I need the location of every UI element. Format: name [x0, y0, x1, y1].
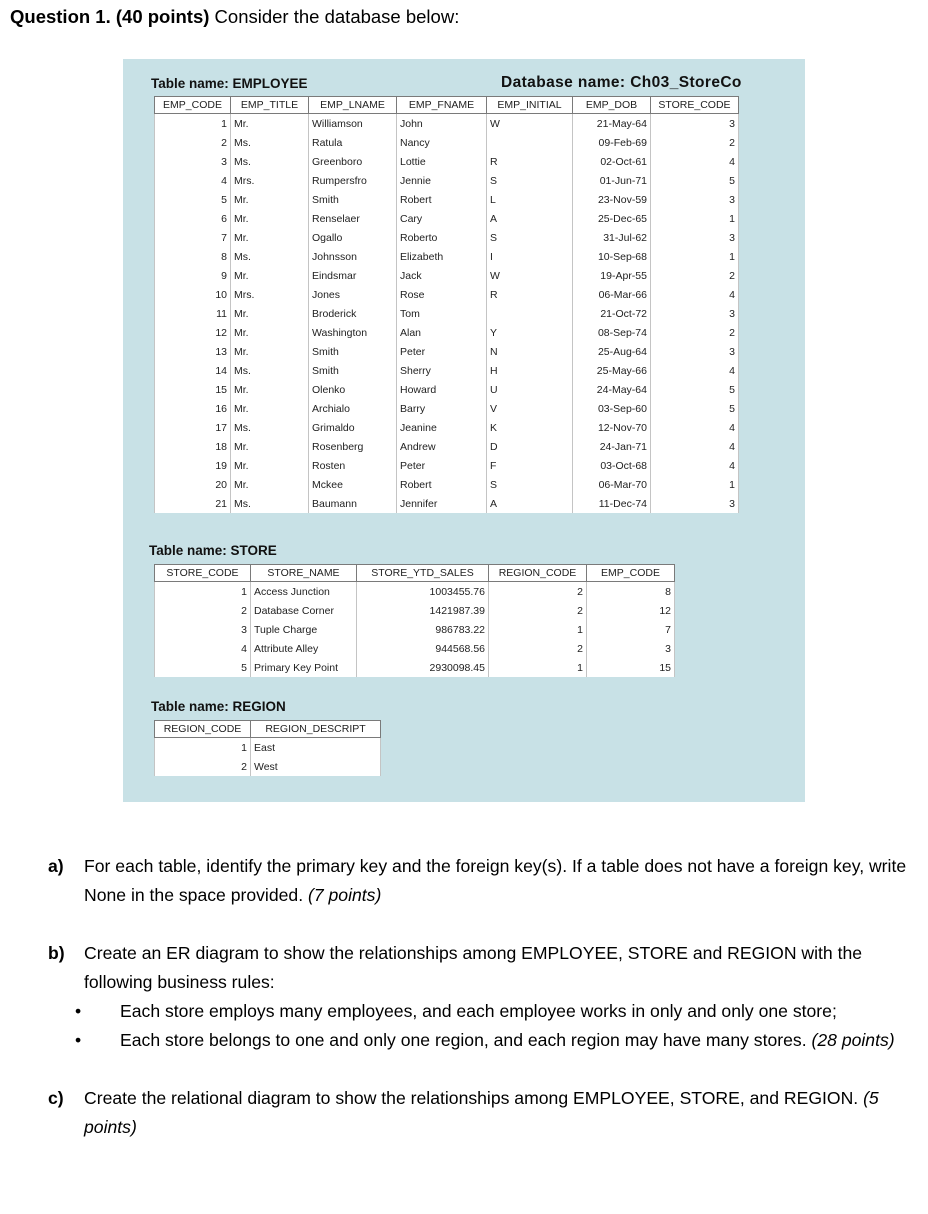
table-cell: R [487, 152, 573, 171]
table-cell: 1 [489, 658, 587, 677]
table-cell: Mckee [309, 475, 397, 494]
table-cell: Alan [397, 323, 487, 342]
table-cell: Ms. [231, 361, 309, 380]
table-row [155, 171, 739, 190]
table-cell: 4 [155, 639, 251, 658]
column-header: REGION_CODE [155, 721, 251, 738]
table-cell: 9 [155, 266, 231, 285]
table-cell: 2 [155, 133, 231, 152]
table-cell: 12-Nov-70 [573, 418, 651, 437]
table-cell: 15 [155, 380, 231, 399]
table-row [155, 757, 381, 776]
table-cell: Ms. [231, 133, 309, 152]
table-cell: 21-May-64 [573, 114, 651, 134]
table-cell: 3 [651, 190, 739, 209]
table-cell: Mr. [231, 304, 309, 323]
table-cell: 13 [155, 342, 231, 361]
table-row [155, 209, 739, 228]
table-cell: Mr. [231, 437, 309, 456]
table-row [155, 399, 739, 418]
table-cell: 25-May-66 [573, 361, 651, 380]
part-c-text: Create the relational diagram to show the relationships among EMPLOYEE, STORE, and REGION. [84, 1088, 859, 1108]
table-row [155, 620, 675, 639]
table-row [155, 152, 739, 171]
table-row [155, 582, 675, 602]
table-cell: Rosenberg [309, 437, 397, 456]
table-cell: 2 [489, 582, 587, 602]
table-row [155, 304, 739, 323]
table-cell: 10-Sep-68 [573, 247, 651, 266]
table-cell: 12 [587, 601, 675, 620]
table-cell: 3 [587, 639, 675, 658]
table-cell: R [487, 285, 573, 304]
table-cell: Rumpersfro [309, 171, 397, 190]
table-cell: Mr. [231, 266, 309, 285]
table-cell: 3 [651, 304, 739, 323]
table-cell [487, 304, 573, 323]
table-cell: Jeanine [397, 418, 487, 437]
table-cell: 7 [587, 620, 675, 639]
table-cell: 25-Dec-65 [573, 209, 651, 228]
part-b-bullet-2 [48, 1026, 918, 1055]
table-cell: 1421987.39 [357, 601, 489, 620]
table-cell: West [251, 757, 381, 776]
table-cell: S [487, 171, 573, 190]
table-cell: 17 [155, 418, 231, 437]
store-table [154, 564, 675, 677]
table-cell: Access Junction [251, 582, 357, 602]
table-row [155, 437, 739, 456]
table-cell: 2 [155, 757, 251, 776]
table-cell: Elizabeth [397, 247, 487, 266]
table-cell: D [487, 437, 573, 456]
table-cell: 06-Mar-70 [573, 475, 651, 494]
column-header: EMP_CODE [587, 565, 675, 582]
table-cell: Mrs. [231, 285, 309, 304]
table-cell: Lottie [397, 152, 487, 171]
table-cell: 7 [155, 228, 231, 247]
table-cell: Mr. [231, 323, 309, 342]
table-cell: 25-Aug-64 [573, 342, 651, 361]
table-cell: A [487, 494, 573, 513]
region-table [154, 720, 381, 776]
part-c [48, 1084, 918, 1142]
table-cell: Roberto [397, 228, 487, 247]
table-row [155, 247, 739, 266]
table-cell: 06-Mar-66 [573, 285, 651, 304]
table-cell: 986783.22 [357, 620, 489, 639]
table-row [155, 342, 739, 361]
table-cell: 31-Jul-62 [573, 228, 651, 247]
table-cell: L [487, 190, 573, 209]
table-cell: John [397, 114, 487, 134]
table-cell: Robert [397, 475, 487, 494]
table-cell: 03-Sep-60 [573, 399, 651, 418]
table-row [155, 114, 739, 134]
table-cell [487, 133, 573, 152]
table-cell: Nancy [397, 133, 487, 152]
table-row [155, 639, 675, 658]
table-cell: 6 [155, 209, 231, 228]
table-cell: 2 [651, 266, 739, 285]
column-header: STORE_CODE [155, 565, 251, 582]
table-cell: W [487, 266, 573, 285]
table-cell: 4 [651, 456, 739, 475]
table-cell: Archialo [309, 399, 397, 418]
table-cell: Peter [397, 456, 487, 475]
table-cell: Mr. [231, 380, 309, 399]
table-cell: Robert [397, 190, 487, 209]
table-cell: 5 [651, 380, 739, 399]
table-cell: H [487, 361, 573, 380]
table-cell: Mr. [231, 475, 309, 494]
table-cell: Ms. [231, 247, 309, 266]
table-cell: Jones [309, 285, 397, 304]
table-cell: Ogallo [309, 228, 397, 247]
table-cell: 4 [651, 361, 739, 380]
table-cell: 08-Sep-74 [573, 323, 651, 342]
table-cell: 3 [651, 342, 739, 361]
table-cell: 4 [651, 437, 739, 456]
column-header: REGION_CODE [489, 565, 587, 582]
column-header: EMP_DOB [573, 97, 651, 114]
table-cell: 14 [155, 361, 231, 380]
table-cell: 8 [155, 247, 231, 266]
region-table-label: Table name: REGION [151, 699, 286, 714]
part-b-bullet-1 [48, 997, 918, 1026]
table-cell: Sherry [397, 361, 487, 380]
table-cell: 3 [651, 228, 739, 247]
table-cell: 5 [651, 399, 739, 418]
table-row [155, 456, 739, 475]
table-cell: Jack [397, 266, 487, 285]
table-cell: 4 [155, 171, 231, 190]
table-cell: 2 [155, 601, 251, 620]
table-cell: Washington [309, 323, 397, 342]
table-cell: Smith [309, 342, 397, 361]
table-cell: Mr. [231, 399, 309, 418]
table-cell: 02-Oct-61 [573, 152, 651, 171]
table-cell: 20 [155, 475, 231, 494]
table-cell: S [487, 475, 573, 494]
store-table-label: Table name: STORE [149, 543, 277, 558]
table-cell: Mr. [231, 209, 309, 228]
table-cell: S [487, 228, 573, 247]
table-cell: A [487, 209, 573, 228]
table-cell: Ms. [231, 494, 309, 513]
column-header: EMP_CODE [155, 97, 231, 114]
table-cell: Database Corner [251, 601, 357, 620]
part-b-text: Create an ER diagram to show the relationships among EMPLOYEE, STORE and REGION with the following business rules: [84, 943, 863, 992]
table-cell: 2 [489, 639, 587, 658]
table-cell: Mr. [231, 228, 309, 247]
table-cell: 3 [651, 494, 739, 513]
part-a [48, 852, 918, 910]
part-c-points: (5 points) [84, 1088, 879, 1137]
table-cell: 2930098.45 [357, 658, 489, 677]
table-cell: Mr. [231, 342, 309, 361]
table-cell: Broderick [309, 304, 397, 323]
table-row [155, 266, 739, 285]
table-cell: 15 [587, 658, 675, 677]
table-row [155, 361, 739, 380]
column-header: STORE_NAME [251, 565, 357, 582]
part-b [48, 939, 918, 997]
table-row [155, 738, 381, 758]
part-a-text: For each table, identify the primary key and the foreign key(s). If a table does not have a foreign key, write None in the space provided. [84, 856, 907, 905]
table-cell: Greenboro [309, 152, 397, 171]
column-header: STORE_CODE [651, 97, 739, 114]
table-cell: Smith [309, 361, 397, 380]
table-cell: 1 [155, 738, 251, 758]
database-name: Database name: Ch03_StoreCo [501, 74, 742, 91]
table-cell: 03-Oct-68 [573, 456, 651, 475]
table-cell: Rosten [309, 456, 397, 475]
table-cell: 16 [155, 399, 231, 418]
question-title-bold: Question 1. (40 points) [10, 6, 210, 27]
table-cell: Tom [397, 304, 487, 323]
question-title-text: Consider the database below: [209, 6, 460, 27]
table-cell: 5 [651, 171, 739, 190]
table-cell: 944568.56 [357, 639, 489, 658]
table-cell: 21 [155, 494, 231, 513]
table-cell: 1 [651, 247, 739, 266]
table-cell: 1 [489, 620, 587, 639]
table-row [155, 475, 739, 494]
table-cell: Rose [397, 285, 487, 304]
table-cell: 4 [651, 285, 739, 304]
table-row [155, 418, 739, 437]
table-row [155, 380, 739, 399]
table-cell: Barry [397, 399, 487, 418]
table-cell: 09-Feb-69 [573, 133, 651, 152]
table-cell: Mr. [231, 114, 309, 134]
table-cell: 10 [155, 285, 231, 304]
table-cell: 12 [155, 323, 231, 342]
employee-table [154, 96, 739, 513]
table-cell: 24-Jan-71 [573, 437, 651, 456]
bullet-dot: • [75, 1001, 82, 1021]
table-cell: Primary Key Point [251, 658, 357, 677]
table-cell: 1 [155, 114, 231, 134]
table-cell: 11 [155, 304, 231, 323]
table-cell: 8 [587, 582, 675, 602]
part-b-points: (28 points) [811, 1030, 895, 1050]
part-a-label: a) [48, 856, 64, 876]
table-cell: 23-Nov-59 [573, 190, 651, 209]
table-cell: Johnsson [309, 247, 397, 266]
part-b-bullet-2-text: Each store belongs to one and only one region, and each region may have many stores. [120, 1030, 807, 1050]
table-cell: Renselaer [309, 209, 397, 228]
table-cell: 3 [651, 114, 739, 134]
table-cell: Jennie [397, 171, 487, 190]
employee-table-label: Table name: EMPLOYEE [151, 76, 308, 91]
table-cell: Olenko [309, 380, 397, 399]
table-cell: Mrs. [231, 171, 309, 190]
table-cell: K [487, 418, 573, 437]
table-row [155, 658, 675, 677]
table-cell: 5 [155, 190, 231, 209]
table-cell: Ratula [309, 133, 397, 152]
question-title [10, 6, 459, 28]
table-cell: Baumann [309, 494, 397, 513]
part-a-points: (7 points) [307, 885, 382, 905]
table-cell: I [487, 247, 573, 266]
table-cell: 11-Dec-74 [573, 494, 651, 513]
column-header: EMP_LNAME [309, 97, 397, 114]
table-cell: Y [487, 323, 573, 342]
table-cell: Tuple Charge [251, 620, 357, 639]
part-c-label: c) [48, 1088, 64, 1108]
table-cell: 4 [651, 418, 739, 437]
table-cell: Ms. [231, 152, 309, 171]
database-image-panel [123, 59, 805, 802]
question-parts [48, 852, 918, 1171]
column-header: EMP_TITLE [231, 97, 309, 114]
column-header: REGION_DESCRIPT [251, 721, 381, 738]
table-cell: Smith [309, 190, 397, 209]
table-cell: 5 [155, 658, 251, 677]
table-cell: 1 [155, 582, 251, 602]
table-cell: Andrew [397, 437, 487, 456]
table-cell: 21-Oct-72 [573, 304, 651, 323]
table-cell: Williamson [309, 114, 397, 134]
table-row [155, 133, 739, 152]
table-cell: U [487, 380, 573, 399]
table-row [155, 601, 675, 620]
table-row [155, 228, 739, 247]
table-cell: Eindsmar [309, 266, 397, 285]
table-row [155, 190, 739, 209]
table-cell: 19 [155, 456, 231, 475]
table-row [155, 494, 739, 513]
column-header: EMP_FNAME [397, 97, 487, 114]
column-header: EMP_INITIAL [487, 97, 573, 114]
table-cell: W [487, 114, 573, 134]
table-cell: Jennifer [397, 494, 487, 513]
table-cell: 18 [155, 437, 231, 456]
bullet-dot: • [75, 1030, 82, 1050]
table-cell: Mr. [231, 190, 309, 209]
table-cell: 01-Jun-71 [573, 171, 651, 190]
table-cell: 1 [651, 475, 739, 494]
table-cell: 24-May-64 [573, 380, 651, 399]
table-cell: Attribute Alley [251, 639, 357, 658]
table-cell: Howard [397, 380, 487, 399]
table-cell: Peter [397, 342, 487, 361]
part-b-label: b) [48, 943, 65, 963]
table-cell: Mr. [231, 456, 309, 475]
table-row [155, 323, 739, 342]
table-cell: N [487, 342, 573, 361]
column-header: STORE_YTD_SALES [357, 565, 489, 582]
table-cell: 2 [651, 323, 739, 342]
table-cell: East [251, 738, 381, 758]
table-cell: F [487, 456, 573, 475]
table-cell: Ms. [231, 418, 309, 437]
part-b-bullet-1-text: Each store employs many employees, and each employee works in only and only one store; [120, 1001, 837, 1021]
table-cell: V [487, 399, 573, 418]
table-cell: Grimaldo [309, 418, 397, 437]
table-cell: 3 [155, 620, 251, 639]
table-cell: Cary [397, 209, 487, 228]
table-cell: 1003455.76 [357, 582, 489, 602]
table-cell: 2 [489, 601, 587, 620]
table-cell: 2 [651, 133, 739, 152]
table-row [155, 285, 739, 304]
table-cell: 3 [155, 152, 231, 171]
table-cell: 19-Apr-55 [573, 266, 651, 285]
table-cell: 1 [651, 209, 739, 228]
table-cell: 4 [651, 152, 739, 171]
